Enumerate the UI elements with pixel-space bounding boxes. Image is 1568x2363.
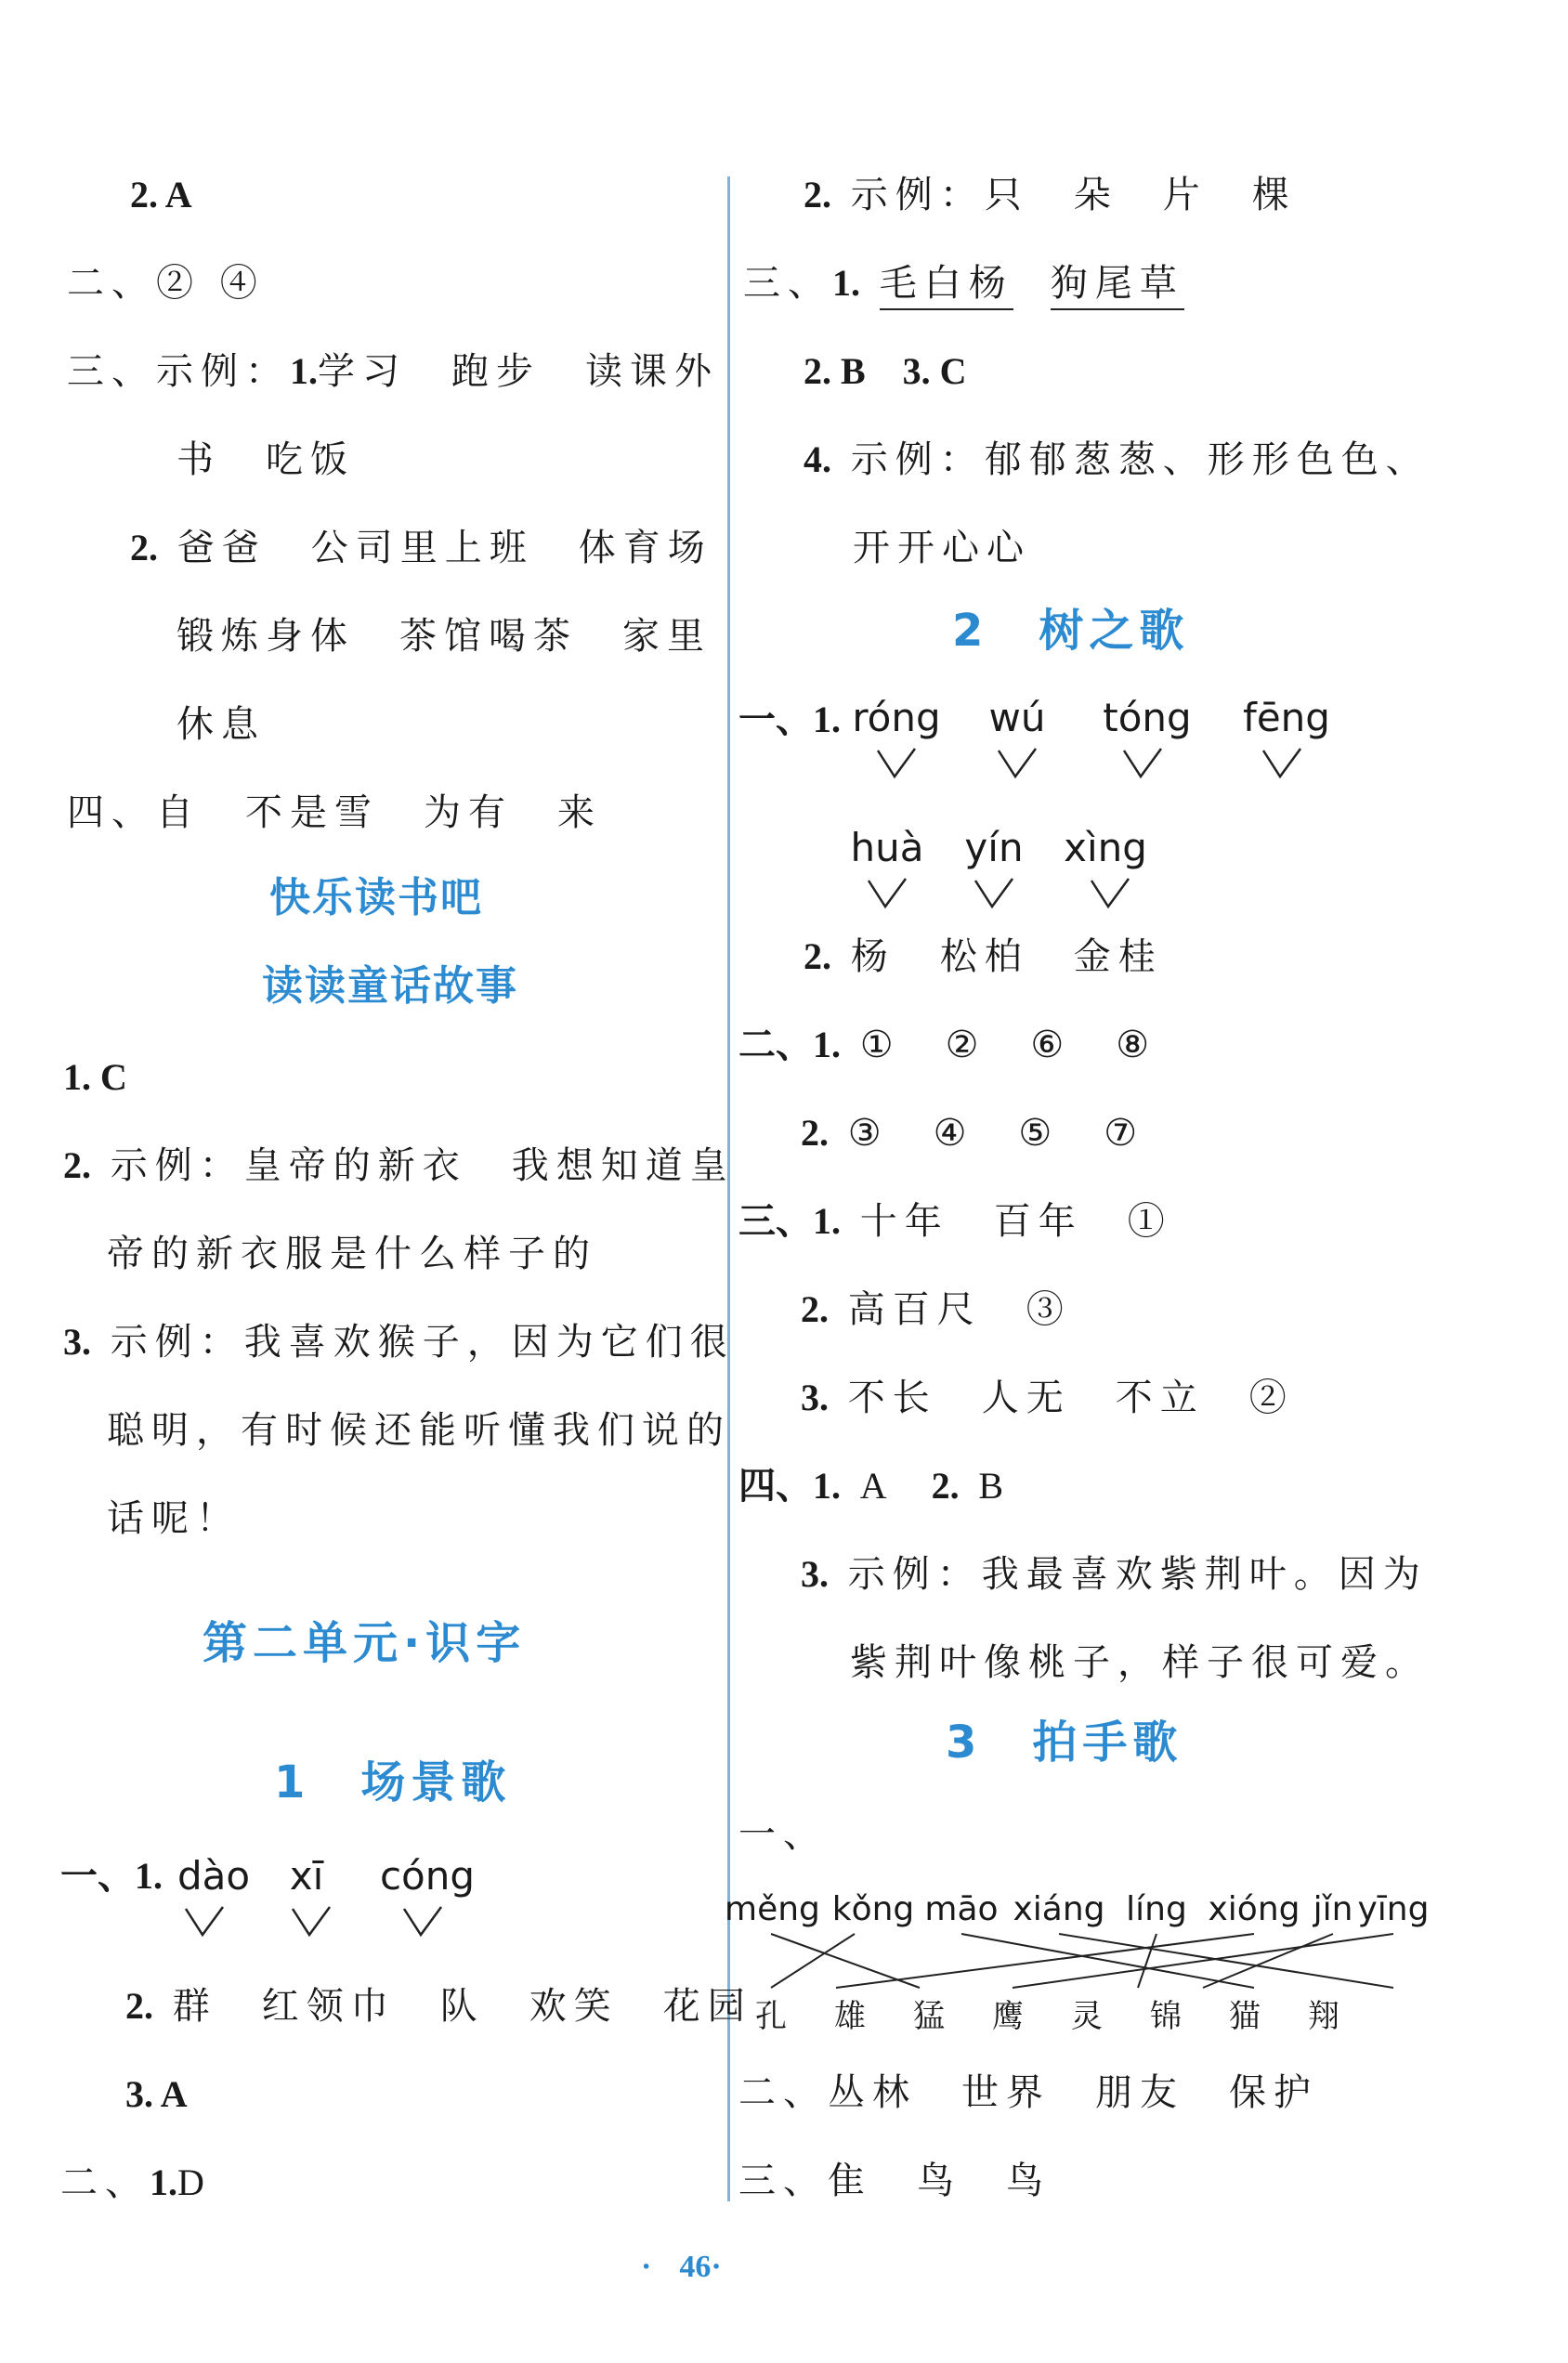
left-s3: 3. A	[125, 2073, 188, 2115]
pinyin-row-4	[725, 1890, 1430, 1937]
char-8: 翔	[1308, 1998, 1339, 2035]
pinyin-row-3	[845, 825, 1147, 881]
lesson-1-heading: 1 场景歌	[274, 1756, 512, 1808]
left-s4: 二、1.D	[60, 2161, 212, 2204]
left-q2: 2. 示例：皇帝的新衣 我想知道皇	[63, 1144, 735, 1187]
right-line-7: 二、1. ① ② ⑥ ⑧	[738, 1024, 1157, 1066]
right-line-4: 4. 示例：郁郁葱葱、形形色色、	[804, 438, 1431, 481]
unit-heading: 第二单元·识字	[203, 1617, 527, 1669]
left-q3: 3. 示例：我喜欢猴子，因为它们很	[63, 1321, 735, 1364]
pinyin-dao: dào	[176, 1853, 251, 1899]
left-line-6: 锻炼身体 茶馆喝茶 家里	[176, 615, 712, 658]
left-line-1: 2. A	[130, 174, 192, 215]
left-line-8: 四、自 不是雪 为有 来	[67, 791, 602, 834]
char-6: 锦	[1150, 1998, 1182, 2035]
left-q1: 1. C	[63, 1056, 127, 1098]
left-line-2: 二、② ④	[67, 262, 265, 305]
lesson-3-heading: 3 拍手歌	[946, 1717, 1183, 1769]
pinyin-xiang: xiáng	[1013, 1890, 1105, 1928]
section-subheading-fairy-tales: 读读童话故事	[262, 962, 518, 1010]
pinyin-yin: yín	[964, 825, 1024, 870]
right-line-14: 紫荆叶像桃子，样子很可爱。	[850, 1641, 1430, 1684]
left-line-5: 2. 爸爸 公司里上班 体育场	[130, 527, 712, 569]
lesson-2-heading: 2 树之歌	[952, 605, 1190, 657]
pinyin-wu: wú	[988, 695, 1046, 740]
pinyin-xi: xī	[289, 1853, 324, 1899]
right-line-5: 开开心心	[853, 527, 1031, 569]
right-line-3: 2. B 3. C	[804, 350, 967, 392]
section-heading-reading: 快乐读书吧	[269, 874, 483, 921]
check-marks-row-1	[176, 1900, 474, 1946]
right-line-8: 2. ③ ④ ⑤ ⑦	[801, 1112, 1145, 1155]
pinyin-jin: jǐn	[1313, 1890, 1353, 1928]
pinyin-kong: kǒng	[831, 1890, 915, 1928]
right-line-1: 2. 示例：只 朵 片 棵	[804, 174, 1297, 216]
pinyin-xiong: xióng	[1208, 1890, 1300, 1928]
left-q3-cont: 聪明，有时候还能听懂我们说的	[107, 1409, 731, 1452]
pinyin-feng: fēng	[1243, 695, 1330, 740]
left-line-7: 休息	[176, 703, 266, 746]
pinyin-row-2	[845, 695, 1347, 751]
pinyin-hua: huà	[850, 825, 924, 870]
character-row	[743, 1991, 1393, 2037]
check-marks-row-2	[855, 743, 1338, 790]
right-s1-label: 一、1.	[738, 698, 841, 740]
right-line-10: 2. 高百尺 ③	[801, 1288, 1071, 1331]
pinyin-cong: cóng	[379, 1853, 476, 1899]
pinyin-tong: tóng	[1103, 695, 1192, 740]
char-7: 猫	[1229, 1998, 1261, 2035]
right-line-11: 3. 不长 人无 不立 ②	[801, 1377, 1294, 1419]
left-line-3: 三、示例：1.学习 跑步 读课外	[67, 350, 719, 393]
right-line-17: 三、隹 鸟 鸟	[738, 2160, 1051, 2202]
pinyin-mao: māo	[924, 1890, 999, 1928]
right-line-16: 二、丛林 世界 朋友 保护	[738, 2071, 1318, 2114]
left-q3-cont2: 话呢！	[107, 1497, 241, 1540]
char-1: 孔	[755, 1998, 787, 2035]
left-s2: 2. 群 红领巾 队 欢笑 花园	[125, 1985, 752, 2028]
pinyin-rong: róng	[852, 695, 941, 740]
pinyin-ling: líng	[1126, 1890, 1187, 1928]
check-marks-row-3	[855, 873, 1170, 920]
pinyin-ying: yīng	[1357, 1890, 1430, 1928]
pinyin-meng: měng	[725, 1890, 820, 1928]
right-line-12: 四、1. A 2. B	[738, 1465, 1012, 1507]
pinyin-xing: xìng	[1064, 825, 1147, 870]
char-3: 猛	[913, 1998, 945, 2035]
char-4: 鹰	[992, 1998, 1024, 2035]
right-line-13: 3. 示例：我最喜欢紫荆叶。因为	[801, 1553, 1428, 1596]
right-line-6: 2. 杨 松柏 金桂	[804, 935, 1163, 978]
right-line-2: 三、1. 毛白杨 狗尾草	[743, 265, 1184, 302]
left-q2-cont: 帝的新衣服是什么样子的	[107, 1233, 597, 1275]
page-number: ·46·	[641, 2250, 750, 2284]
left-s1-label: 一、1.	[60, 1855, 163, 1897]
right-line-9: 三、1. 十年 百年 ①	[738, 1200, 1172, 1243]
char-5: 灵	[1071, 1998, 1103, 2035]
char-2: 雄	[834, 1998, 866, 2035]
left-line-4: 书 吃饭	[176, 438, 355, 481]
right-line-15: 一、	[738, 1813, 828, 1856]
